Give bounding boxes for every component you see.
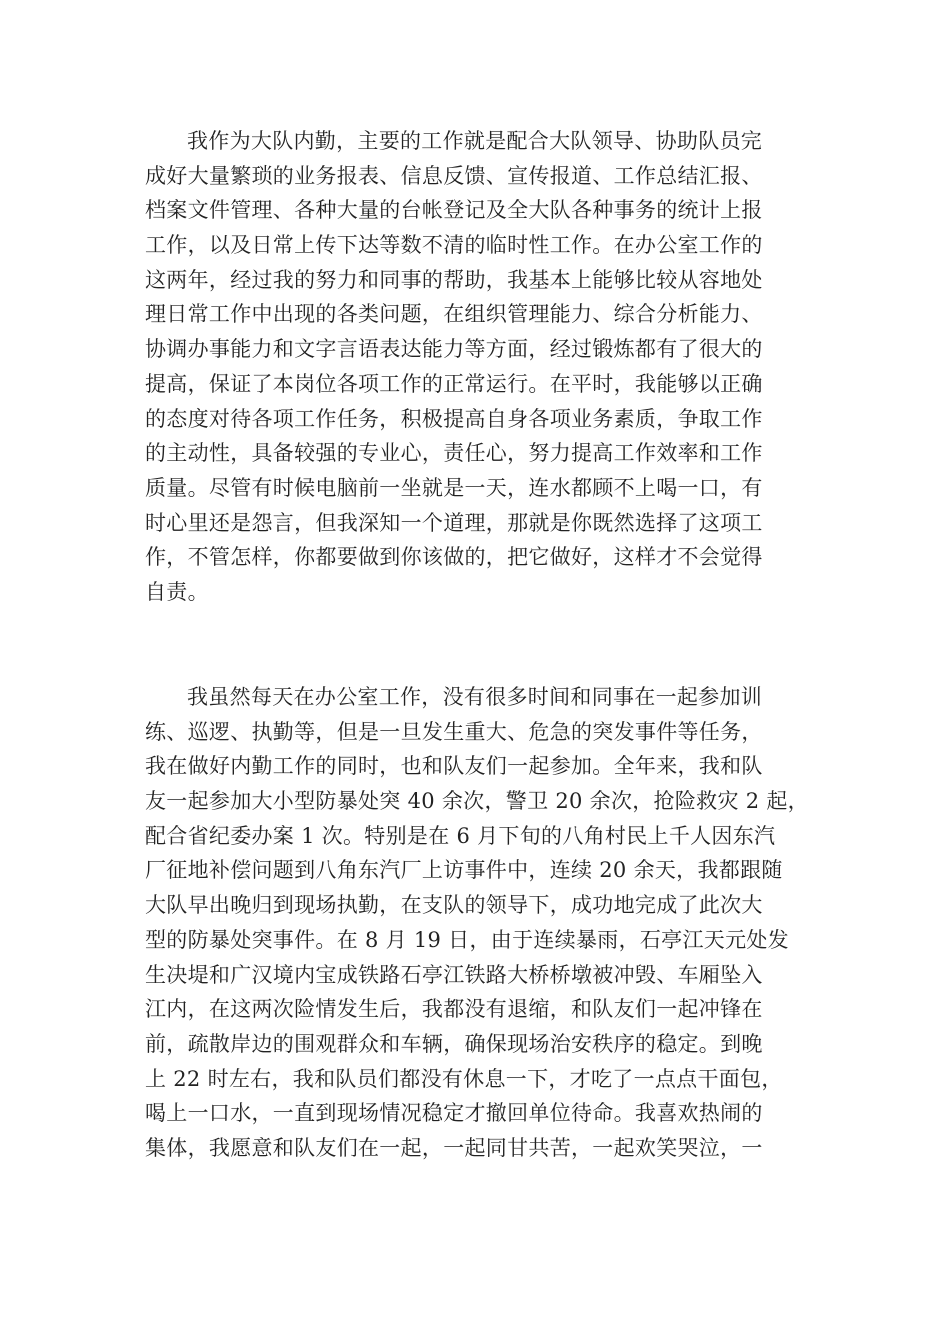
text-line: 练、巡逻、执勤等，但是一旦发生重大、危急的突发事件等任务， <box>145 719 763 744</box>
text-line: 作，不管怎样，你都要做到你该做的，把它做好，这样才不会觉得 <box>145 545 763 570</box>
text-line: 上 22 时左右，我和队员们都没有休息一下，才吃了一点点干面包， <box>145 1066 783 1091</box>
text-line: 这两年，经过我的努力和同事的帮助，我基本上能够比较从容地处 <box>145 267 763 292</box>
text-line: 的态度对待各项工作任务，积极提高自身各项业务素质，争取工作 <box>145 406 763 431</box>
text-line: 生决堤和广汉境内宝成铁路石亭江铁路大桥桥墩被冲毁、车厢坠入 <box>145 962 763 987</box>
text-line: 型的防暴处突事件。在 8 月 19 日，由于连续暴雨，石亭江天元处发 <box>145 927 789 952</box>
paragraph-2 <box>145 680 809 1166</box>
text-line: 成好大量繁琐的业务报表、信息反馈、宣传报道、工作总结汇报、 <box>145 163 763 188</box>
text-line: 友一起参加大小型防暴处突 40 余次，警卫 20 余次，抢险救灾 2 起， <box>145 789 809 814</box>
text-line: 厂征地补偿问题到八角东汽厂上访事件中，连续 20 余天，我都跟随 <box>145 858 783 883</box>
text-line: 工作，以及日常上传下达等数不清的临时性工作。在办公室工作的 <box>145 233 763 258</box>
text-line: 协调办事能力和文字言语表达能力等方面，经过锻炼都有了很大的 <box>145 337 763 362</box>
text-line: 时心里还是怨言，但我深知一个道理，那就是你既然选择了这项工 <box>145 510 763 535</box>
text-line: 档案文件管理、各种大量的台帐登记及全大队各种事务的统计上报 <box>145 198 763 223</box>
text-line: 我在做好内勤工作的同时，也和队友们一起参加。全年来，我和队 <box>145 754 763 779</box>
text-line: 的主动性，具备较强的专业心，责任心，努力提高工作效率和工作 <box>145 441 763 466</box>
text-line: 理日常工作中出现的各类问题，在组织管理能力、综合分析能力、 <box>145 302 763 327</box>
text-line: 喝上一口水，一直到现场情况稳定才撤回单位待命。我喜欢热闹的 <box>145 1101 763 1126</box>
text-line: 提高，保证了本岗位各项工作的正常运行。在平时，我能够以正确 <box>145 371 763 396</box>
text-line: 江内，在这两次险情发生后，我都没有退缩，和队友们一起冲锋在 <box>145 997 763 1022</box>
text-line: 配合省纪委办案 1 次。特别是在 6 月下旬的八角村民上千人因东汽 <box>145 823 776 848</box>
text-line: 质量。尽管有时候电脑前一坐就是一天，连水都顾不上喝一口，有 <box>145 475 763 500</box>
text-line: 我作为大队内勤，主要的工作就是配合大队领导、协助队员完 <box>187 129 763 153</box>
paragraph-1 <box>145 124 805 610</box>
text-line: 自责。 <box>145 579 209 604</box>
text-line: 我虽然每天在办公室工作，没有很多时间和同事在一起参加训 <box>187 685 763 709</box>
text-line: 大队早出晚归到现场执勤，在支队的领导下，成功地完成了此次大 <box>145 893 763 918</box>
text-line: 前，疏散岸边的围观群众和车辆，确保现场治安秩序的稳定。到晚 <box>145 1031 763 1056</box>
text-line: 集体，我愿意和队友们在一起，一起同甘共苦，一起欢笑哭泣，一 <box>145 1135 763 1160</box>
